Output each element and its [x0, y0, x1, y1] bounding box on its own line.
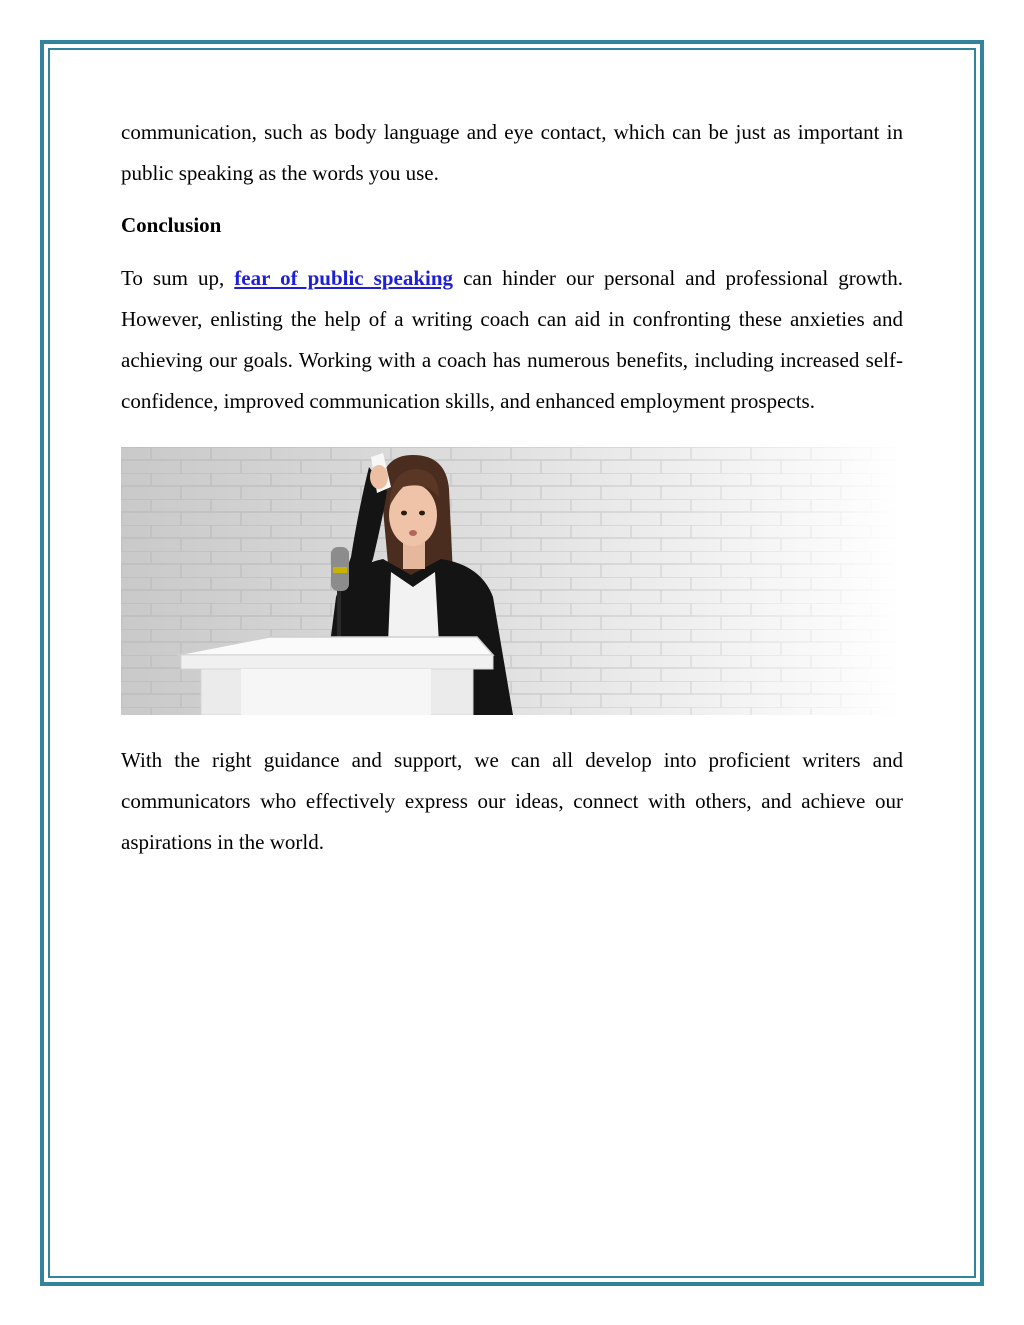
fear-of-public-speaking-link[interactable]: fear of public speaking: [234, 266, 454, 290]
section-heading: Conclusion: [121, 213, 222, 237]
conclusion-paragraph: [121, 258, 903, 422]
conclusion-prefix: To sum up,: [121, 266, 225, 290]
conclusion-text: can hinder our personal and professional growth. However, enlisting the help of a writing coach can aid in confronting these anxieties and achieving our goals. Working with a coach has numerous benefits, including increased self-confidence, improved communication skills, and enhanced employment prospects.: [121, 266, 903, 413]
document-body: [121, 112, 903, 863]
intro-paragraph: communication, such as body language and eye contact, which can be just as important in public speaking as the words you use.: [121, 120, 903, 185]
speaker-photo: [121, 447, 903, 715]
closing-paragraph: With the right guidance and support, we can all develop into proficient writers and communicators who effectively express our ideas, connect with others, and achieve our aspirations in the world.: [121, 748, 903, 854]
